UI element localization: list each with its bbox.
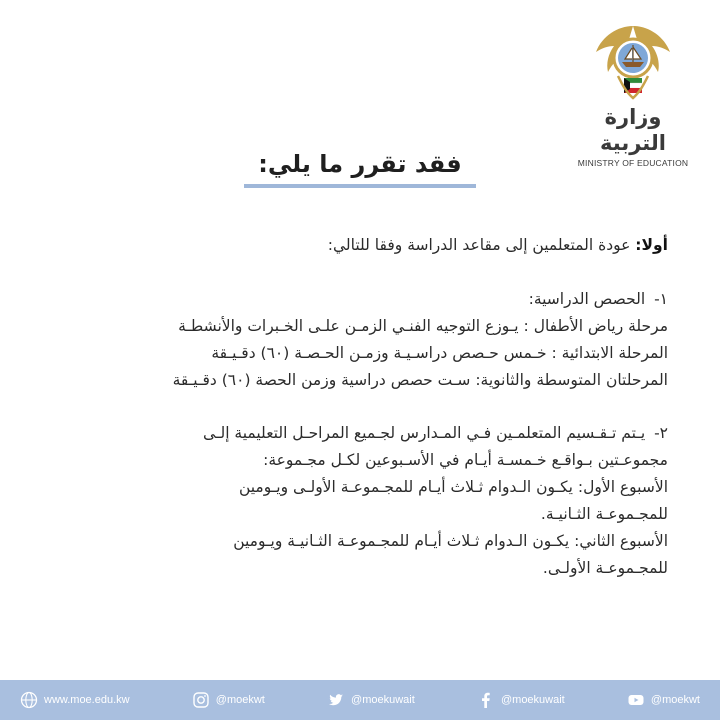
footer-facebook[interactable]: [477, 691, 565, 709]
bullet-week-1: [48, 474, 668, 501]
website-url: www.moe.edu.kw: [44, 694, 130, 706]
week-2-continuation: للمجـموعـة الأولـى.: [542, 559, 668, 577]
footer-youtube[interactable]: [627, 691, 700, 709]
item-2-line-1: [48, 420, 668, 447]
week-1-continuation: للمجـموعـة الثـانيـة.: [540, 505, 668, 523]
section-first-text: عودة المتعلمين إلى مقاعد الدراسة وفقا للتالي:: [327, 236, 631, 254]
section-first: [48, 232, 668, 259]
item-2-line-2: مجموعـتين بـواقـع خـمسـة أيـام في الأسـبوعين لكـل مجـموعة:: [263, 451, 668, 469]
instagram-icon: [192, 691, 210, 709]
bullet-primary: [48, 340, 668, 367]
ministry-logo: [568, 18, 698, 168]
page-title: فقد تقرر ما يلي:: [244, 150, 476, 188]
announcement-body: [48, 232, 668, 582]
item-1-title: الحصص الدراسية:: [528, 290, 646, 308]
twitter-icon: [327, 691, 345, 709]
footer-website[interactable]: [20, 691, 130, 709]
instagram-handle: @moekwt: [215, 694, 265, 706]
item-1-number: ١-: [654, 290, 668, 308]
week-1-text: الأسبوع الأول: يكـون الـدوام ثـلاث أيـام للمجـموعـة الأولـى ويـومين: [238, 478, 668, 496]
ministry-name-english: MINISTRY OF EDUCATION: [577, 158, 689, 168]
facebook-icon: [477, 691, 495, 709]
bullet-text: مرحلة رياض الأطفال : يـوزع التوجيه الفنـي الزمـن علـى الخـبرات والأنشطـة: [178, 317, 668, 335]
item-2-text-1: يـتم تـقـسيم المتعلمـين فـي المـدارس لجـميع المراحـل التعليمية إلـى: [203, 424, 646, 442]
bullet-text: المرحلتان المتوسطة والثانوية: سـت حصص دراسية وزمن الحصة (٦٠) دقـيـقة: [172, 371, 668, 389]
footer-twitter[interactable]: [327, 691, 415, 709]
facebook-handle: @moekuwait: [500, 694, 565, 706]
heading-wrapper: [0, 150, 720, 188]
footer-bar: [0, 680, 720, 720]
week-2-text: الأسبوع الثاني: يكـون الـدوام ثـلاث أيـام للمجـموعـة الثـانيـة ويـومين: [233, 532, 668, 550]
bullet-text: المرحلة الابتدائية : خـمس حـصص دراسـيـة وزمـن الحـصـة (٦٠) دقـيـقة: [211, 344, 668, 362]
bullet-intermediate-secondary: [48, 367, 668, 394]
youtube-handle: @moekwt: [650, 694, 700, 706]
twitter-handle: @moekuwait: [351, 694, 415, 706]
section-first-lead: أولا:: [635, 236, 668, 254]
youtube-icon: [627, 691, 645, 709]
kuwait-emblem-icon: [588, 18, 678, 102]
globe-icon: [20, 691, 38, 709]
item-1-title-line: [48, 286, 668, 313]
bullet-week-2: [48, 528, 668, 555]
ministry-name-arabic: وزارة التربية: [600, 105, 666, 155]
bullet-kindergarten: [48, 313, 668, 340]
item-2-number: ٢-: [654, 424, 668, 442]
footer-instagram[interactable]: [192, 691, 265, 709]
